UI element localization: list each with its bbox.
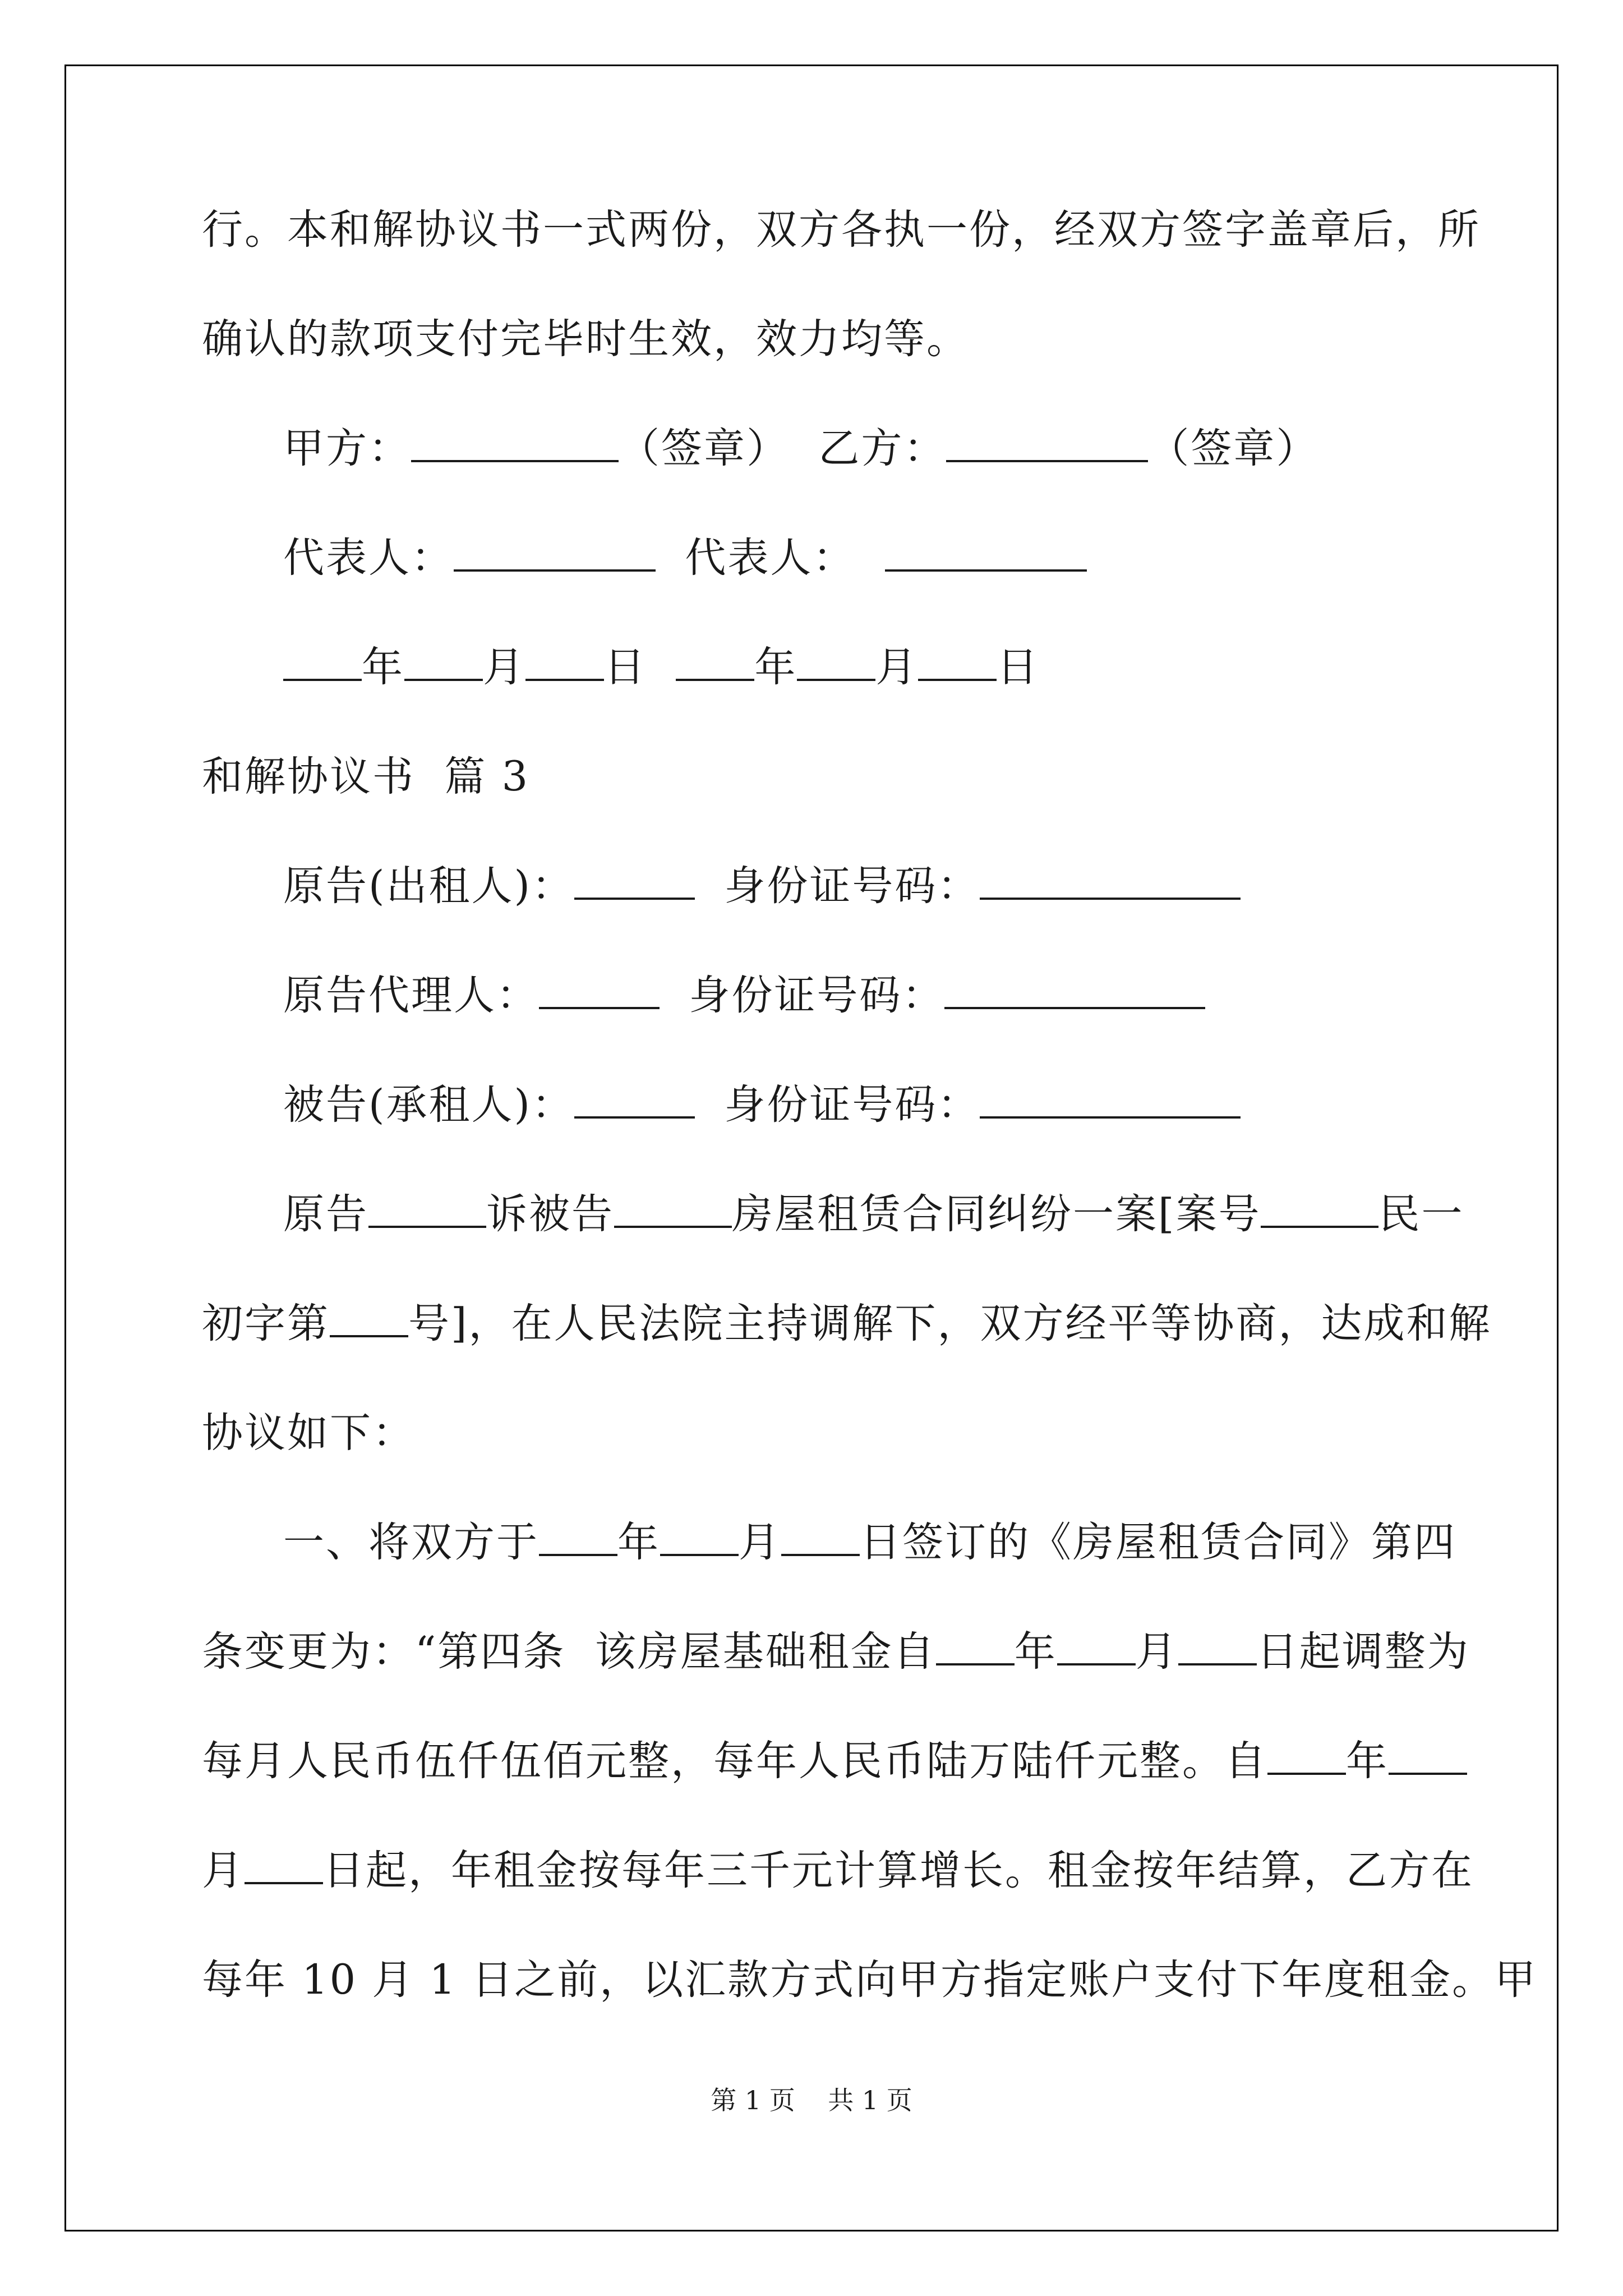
text-run: 号]，在人民法院主持调解下，双方经平等协商，达成和解 xyxy=(408,1300,1492,1347)
text-run: 房屋租赁合同纠纷一案[案号 xyxy=(732,1190,1261,1238)
signature-line-representatives xyxy=(283,530,1087,586)
blank-field xyxy=(918,646,997,681)
blank-field xyxy=(411,427,619,462)
clause-one-line xyxy=(202,1624,1470,1680)
clause-one-line xyxy=(202,1733,1467,1789)
blank-field xyxy=(330,1303,408,1337)
blank-field xyxy=(574,1084,695,1119)
blank-field xyxy=(539,974,660,1009)
blank-field xyxy=(1178,1631,1257,1665)
blank-field xyxy=(404,646,483,681)
clause-one-line xyxy=(202,1843,1474,1899)
id-label: 身份证号码： xyxy=(724,1081,980,1129)
text-run: 月 xyxy=(739,1519,781,1566)
case-intro-line xyxy=(283,1186,1464,1243)
case-intro-line xyxy=(202,1296,1491,1352)
text-run: 日起调整为 xyxy=(1256,1628,1470,1676)
blank-field xyxy=(676,646,754,681)
month-label: 月 xyxy=(483,643,525,691)
id-label: 身份证号码： xyxy=(689,972,945,1019)
text-run: 月 xyxy=(202,1847,245,1894)
page-footer: 第 1 页 共 1 页 xyxy=(711,2085,912,2115)
party-b-label: 乙方： xyxy=(818,425,947,472)
clause-one-line xyxy=(283,1515,1456,1571)
seal-label: （签章） xyxy=(619,425,789,472)
plaintiff-agent-line xyxy=(283,968,1205,1024)
defendant-line xyxy=(283,1077,1241,1133)
blank-field xyxy=(1261,1193,1378,1228)
month-label: 月 xyxy=(875,643,919,691)
blank-field xyxy=(781,1521,860,1556)
text-run: 每月人民币伍仟伍佰元整，每年人民币陆万陆仟元整。自 xyxy=(202,1737,1267,1785)
text-run: 民一 xyxy=(1378,1190,1464,1238)
text-run: 年 xyxy=(1346,1737,1389,1785)
day-label: 日 xyxy=(604,643,647,691)
clause-one-line: 每年 10 月 1 日之前，以汇款方式向甲方指定账户支付下年度租金。甲 xyxy=(202,1956,1538,2004)
blank-field xyxy=(980,1084,1241,1119)
text-line: 确认的款项支付完毕时生效，效力均等。 xyxy=(202,315,969,363)
section-heading: 和解协议书 篇 3 xyxy=(202,753,530,800)
text-line: 行。本和解协议书一式两份，双方各执一份，经双方签字盖章后，所 xyxy=(202,206,1481,254)
blank-field xyxy=(980,865,1241,900)
representative-label: 代表人： xyxy=(685,534,856,582)
text-run: 年 xyxy=(1014,1628,1057,1676)
year-label: 年 xyxy=(362,643,404,691)
blank-field xyxy=(936,1631,1015,1665)
day-label: 日 xyxy=(997,643,1040,691)
blank-field xyxy=(245,1849,323,1884)
blank-field xyxy=(797,646,875,681)
blank-field xyxy=(539,1521,617,1556)
plaintiff-line xyxy=(283,858,1241,914)
text-run: 初字第 xyxy=(202,1300,330,1347)
blank-field xyxy=(614,1193,732,1228)
text-run: 一、将双方于 xyxy=(283,1519,539,1566)
text-run: 年 xyxy=(617,1519,660,1566)
signature-line-dates xyxy=(283,639,1039,696)
blank-field xyxy=(944,974,1205,1009)
representative-label: 代表人： xyxy=(283,534,454,582)
blank-field xyxy=(454,537,656,572)
blank-field xyxy=(1057,1631,1136,1665)
seal-label: （签章） xyxy=(1148,425,1319,472)
defendant-label: 被告(承租人)： xyxy=(283,1081,574,1129)
text-run: 日起，年租金按每年三千元计算增长。租金按年结算，乙方在 xyxy=(323,1847,1474,1894)
year-label: 年 xyxy=(754,643,797,691)
text-run: 条变更为：“第四条 该房屋基础租金自 xyxy=(202,1628,936,1676)
blank-field xyxy=(1389,1740,1467,1775)
blank-field xyxy=(283,646,362,681)
blank-field xyxy=(660,1521,739,1556)
signature-line-parties xyxy=(283,421,1318,477)
blank-field xyxy=(574,865,695,900)
blank-field xyxy=(525,646,604,681)
plaintiff-label: 原告(出租人)： xyxy=(283,862,574,910)
blank-field xyxy=(1267,1740,1346,1775)
text-run: 月 xyxy=(1135,1628,1178,1676)
id-label: 身份证号码： xyxy=(724,862,980,910)
blank-field xyxy=(368,1193,486,1228)
blank-field xyxy=(885,537,1087,572)
text-run: 日签订的《房屋租赁合同》第四 xyxy=(860,1519,1456,1566)
text-run: 诉被告 xyxy=(486,1190,614,1238)
blank-field xyxy=(946,427,1148,462)
plaintiff-agent-label: 原告代理人： xyxy=(283,972,539,1019)
page-border xyxy=(64,65,1559,2231)
party-a-label: 甲方： xyxy=(283,425,411,472)
text-run: 原告 xyxy=(283,1190,368,1238)
case-intro-line: 协议如下： xyxy=(202,1409,415,1457)
